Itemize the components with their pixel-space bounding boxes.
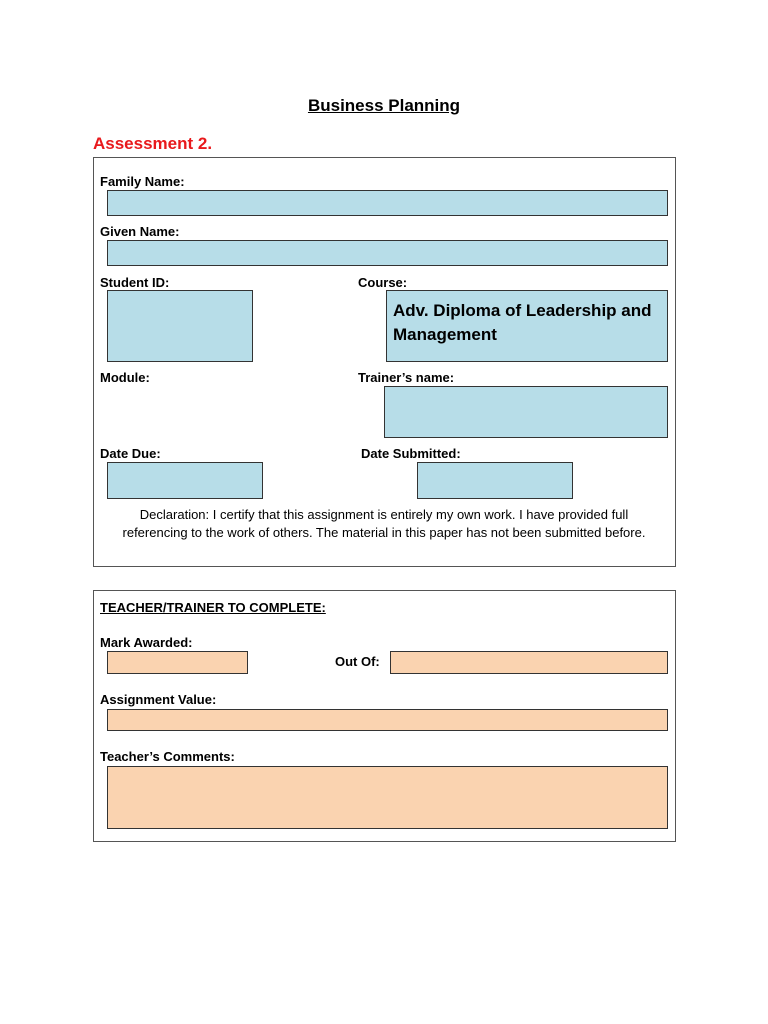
mark-awarded-label: Mark Awarded:: [100, 635, 193, 650]
teacher-section-heading: TEACHER/TRAINER TO COMPLETE:: [100, 600, 326, 615]
course-field[interactable]: Adv. Diploma of Leadership and Management: [386, 290, 668, 362]
teacher-comments-field[interactable]: [107, 766, 668, 829]
assessment-heading: Assessment 2.: [93, 134, 213, 153]
page-title: Business Planning: [307, 96, 461, 115]
family-name-field[interactable]: [107, 190, 668, 216]
module-label: Module:: [100, 370, 150, 385]
out-of-field[interactable]: [390, 651, 668, 674]
date-submitted-field[interactable]: [417, 462, 573, 499]
declaration-text: Declaration: I certify that this assignment is entirely my own work. I have provided full referencing to the work of others. The material in this paper has not been submitted before.: [122, 507, 646, 540]
given-name-label: Given Name:: [100, 224, 180, 239]
mark-awarded-field[interactable]: [107, 651, 248, 674]
date-due-label: Date Due:: [100, 446, 161, 461]
trainer-name-label: Trainer’s name:: [358, 370, 455, 385]
date-submitted-label: Date Submitted:: [361, 446, 461, 461]
student-id-label: Student ID:: [100, 275, 170, 290]
teacher-comments-label: Teacher’s Comments:: [100, 749, 235, 764]
date-due-field[interactable]: [107, 462, 263, 499]
family-name-label: Family Name:: [100, 174, 185, 189]
trainer-name-field[interactable]: [384, 386, 668, 438]
given-name-field[interactable]: [107, 240, 668, 266]
assignment-value-field[interactable]: [107, 709, 668, 731]
student-id-field[interactable]: [107, 290, 253, 362]
assignment-value-label: Assignment Value:: [100, 692, 217, 707]
course-label: Course:: [358, 275, 408, 290]
out-of-label: Out Of:: [335, 654, 380, 669]
